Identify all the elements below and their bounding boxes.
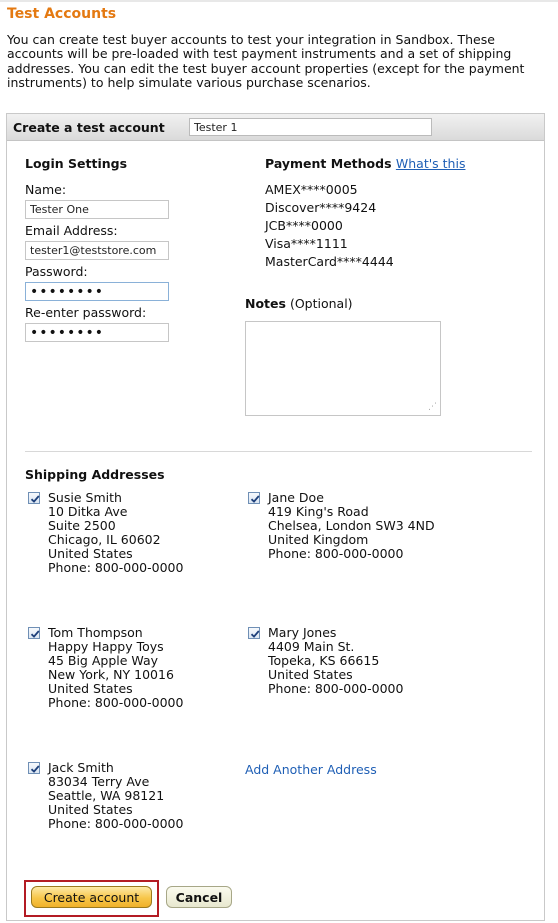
reenter-password-input[interactable] xyxy=(25,323,169,342)
checkmark-icon xyxy=(29,763,41,775)
checkmark-icon xyxy=(29,628,41,640)
notes-textarea[interactable] xyxy=(245,321,441,416)
payment-method-item: Discover****9424 xyxy=(265,200,377,215)
payment-methods-title: Payment Methods xyxy=(265,156,392,171)
address-line: 83034 Terry Ave xyxy=(48,774,150,789)
name-input[interactable] xyxy=(25,200,169,219)
address-line: United States xyxy=(268,667,353,682)
page-title: Test Accounts xyxy=(7,6,117,22)
address-line: United States xyxy=(48,681,133,696)
checkmark-icon xyxy=(249,493,261,505)
address-line: Seattle, WA 98121 xyxy=(48,788,165,803)
address-line: United States xyxy=(48,546,133,561)
address-line: Phone: 800-000-0000 xyxy=(268,546,404,561)
notes-label xyxy=(245,296,353,311)
address-line: Jack Smith xyxy=(48,760,114,775)
password-label: Password: xyxy=(25,264,88,279)
address-line: Happy Happy Toys xyxy=(48,639,164,654)
section-divider xyxy=(25,451,532,452)
shipping-addresses-heading: Shipping Addresses xyxy=(25,467,165,482)
address-line: Mary Jones xyxy=(268,625,337,640)
address-line: Phone: 800-000-0000 xyxy=(268,681,404,696)
address-line: Chicago, IL 60602 xyxy=(48,532,161,547)
top-divider xyxy=(0,0,558,2)
cancel-button[interactable]: Cancel xyxy=(166,886,232,908)
add-another-address-link[interactable]: Add Another Address xyxy=(245,762,377,777)
address-line: Tom Thompson xyxy=(48,625,143,640)
address-checkbox[interactable] xyxy=(28,492,40,504)
payment-method-item: JCB****0000 xyxy=(265,218,343,233)
address-checkbox[interactable] xyxy=(248,492,260,504)
address-line: Phone: 800-000-0000 xyxy=(48,560,184,575)
address-line: Phone: 800-000-0000 xyxy=(48,816,184,831)
address-checkbox[interactable] xyxy=(28,627,40,639)
panel-header xyxy=(7,114,544,141)
account-name-input[interactable] xyxy=(189,118,432,136)
intro-text: You can create test buyer accounts to test your integration in Sandbox. These accounts will be pre-loaded with test payment instruments and a set of shipping addresses. You can edit the test buyer account properties (except for the payment instruments) to help simulate various purchase scenarios. xyxy=(7,32,525,91)
address-line: Topeka, KS 66615 xyxy=(268,653,380,668)
password-input[interactable] xyxy=(25,282,169,301)
create-account-button[interactable]: Create account xyxy=(31,886,152,908)
address-line: United Kingdom xyxy=(268,532,369,547)
address-line: Chelsea, London SW3 4ND xyxy=(268,518,435,533)
address-line: Phone: 800-000-0000 xyxy=(48,695,184,710)
address-line: United States xyxy=(48,802,133,817)
checkmark-icon xyxy=(29,493,41,505)
login-settings-heading: Login Settings xyxy=(25,156,128,171)
address-line: 10 Ditka Ave xyxy=(48,504,128,519)
email-input[interactable] xyxy=(25,241,169,260)
address-line: Susie Smith xyxy=(48,490,122,505)
resize-grip-icon[interactable]: ⋰ xyxy=(428,402,437,412)
notes-title: Notes xyxy=(245,296,286,311)
payment-method-item: MasterCard****4444 xyxy=(265,254,394,269)
address-line: New York, NY 10016 xyxy=(48,667,174,682)
name-label: Name: xyxy=(25,182,67,197)
address-checkbox[interactable] xyxy=(248,627,260,639)
payment-method-item: AMEX****0005 xyxy=(265,182,358,197)
email-label: Email Address: xyxy=(25,223,118,238)
address-line: 419 King's Road xyxy=(268,504,369,519)
whats-this-link[interactable]: What's this xyxy=(395,156,466,171)
address-line: Jane Doe xyxy=(268,490,324,505)
address-line: 4409 Main St. xyxy=(268,639,355,654)
address-line: 45 Big Apple Way xyxy=(48,653,159,668)
create-account-panel xyxy=(6,113,545,921)
checkmark-icon xyxy=(249,628,261,640)
panel-header-label: Create a test account xyxy=(13,120,165,135)
payment-methods-heading xyxy=(265,156,465,171)
address-line: Suite 2500 xyxy=(48,518,116,533)
address-checkbox[interactable] xyxy=(28,762,40,774)
reenter-password-label: Re-enter password: xyxy=(25,305,147,320)
notes-optional: (Optional) xyxy=(289,296,353,311)
payment-method-item: Visa****1111 xyxy=(265,236,348,251)
